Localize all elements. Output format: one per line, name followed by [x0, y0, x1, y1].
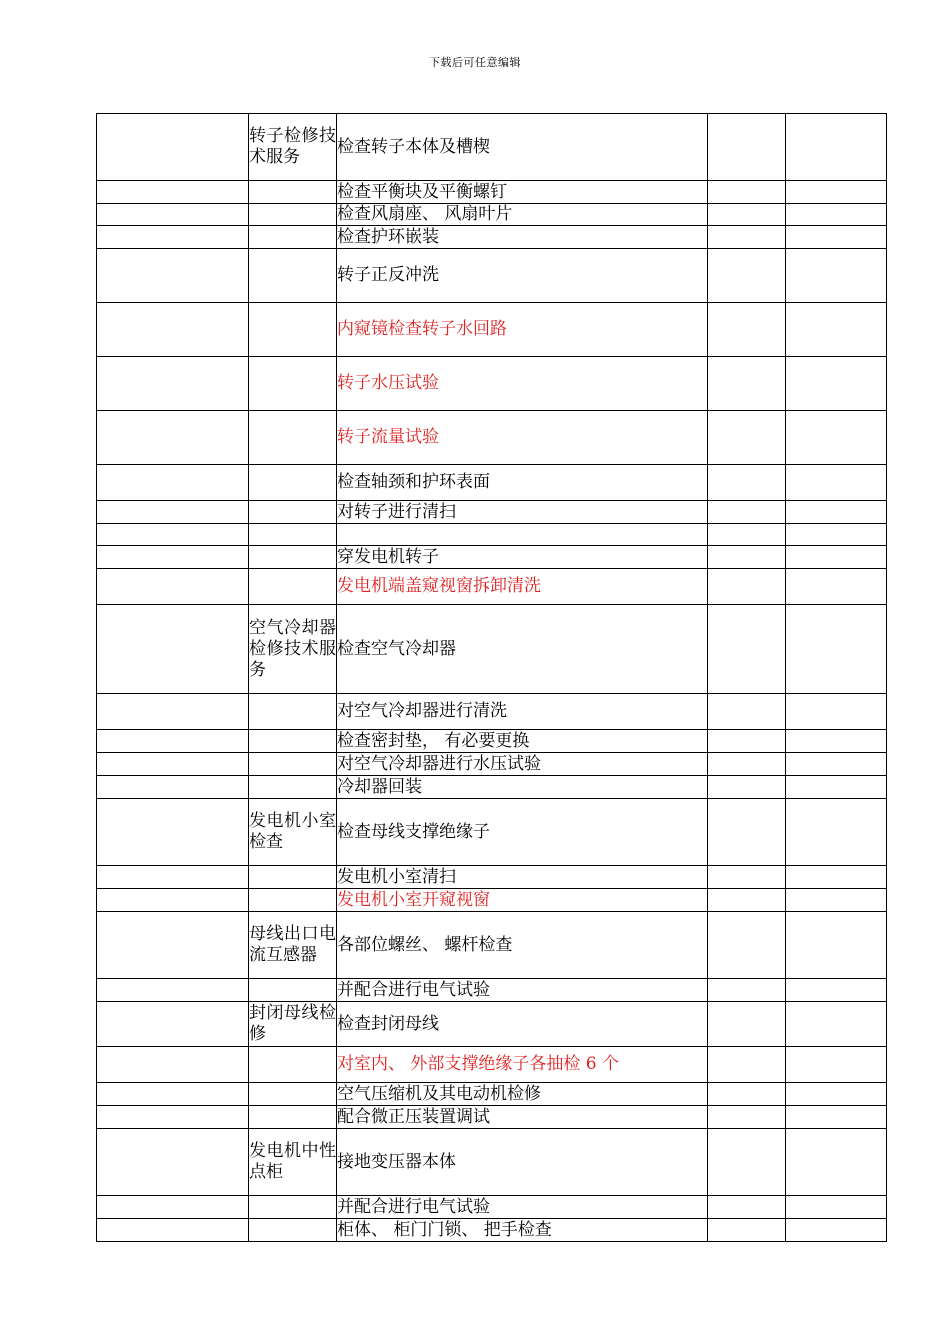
blank-cell	[97, 866, 249, 889]
blank-cell	[97, 524, 249, 546]
blank-cell	[708, 114, 786, 181]
category-cell	[249, 912, 337, 979]
blank-cell	[786, 1106, 887, 1129]
blank-cell	[786, 1219, 887, 1242]
category-cell	[249, 605, 337, 694]
category-cell	[249, 1083, 337, 1106]
blank-cell	[97, 1047, 249, 1083]
blank-cell	[708, 249, 786, 303]
category-label: 发电机中性点柜	[249, 1141, 336, 1182]
table-row	[97, 501, 887, 524]
blank-cell	[708, 1002, 786, 1047]
blank-cell	[786, 569, 887, 605]
item-cell: 检查空气冷却器	[337, 605, 708, 694]
blank-cell	[786, 465, 887, 501]
blank-cell	[97, 204, 249, 226]
blank-cell	[97, 569, 249, 605]
blank-cell	[786, 226, 887, 249]
table-row	[97, 546, 887, 569]
blank-cell	[708, 605, 786, 694]
table-row	[97, 524, 887, 546]
blank-cell	[97, 1196, 249, 1219]
category-cell	[249, 1219, 337, 1242]
blank-cell	[708, 753, 786, 776]
blank-cell	[97, 730, 249, 753]
blank-cell	[708, 357, 786, 411]
blank-cell	[97, 694, 249, 730]
category-cell	[249, 303, 337, 357]
item-cell: 检查平衡块及平衡螺钉	[337, 181, 708, 204]
item-cell: 并配合进行电气试验	[337, 1196, 708, 1219]
item-cell: 检查护环嵌装	[337, 226, 708, 249]
blank-cell	[708, 866, 786, 889]
blank-cell	[786, 753, 887, 776]
blank-cell	[97, 501, 249, 524]
category-cell	[249, 866, 337, 889]
category-cell	[249, 411, 337, 465]
category-label: 封闭母线检修	[249, 1003, 336, 1044]
category-cell	[249, 181, 337, 204]
blank-cell	[786, 181, 887, 204]
blank-cell	[786, 1129, 887, 1196]
blank-cell	[786, 694, 887, 730]
blank-cell	[97, 181, 249, 204]
item-cell: 对室内、 外部支撑绝缘子各抽检 6 个	[337, 1047, 708, 1083]
page-header: 下载后可任意编辑	[429, 56, 521, 69]
blank-cell	[97, 546, 249, 569]
blank-cell	[786, 979, 887, 1002]
item-cell: 对转子进行清扫	[337, 501, 708, 524]
blank-cell	[708, 303, 786, 357]
blank-cell	[708, 889, 786, 912]
category-cell	[249, 249, 337, 303]
blank-cell	[708, 181, 786, 204]
blank-cell	[708, 569, 786, 605]
blank-cell	[97, 799, 249, 866]
category-cell	[249, 1106, 337, 1129]
blank-cell	[786, 1002, 887, 1047]
category-label: 发电机小室检查	[249, 811, 336, 852]
blank-cell	[708, 226, 786, 249]
blank-cell	[786, 1083, 887, 1106]
table-row	[97, 605, 887, 694]
blank-cell	[708, 1083, 786, 1106]
table-row	[97, 357, 887, 411]
blank-cell	[786, 1196, 887, 1219]
item-cell: 检查转子本体及槽楔	[337, 114, 708, 181]
blank-cell	[708, 1047, 786, 1083]
blank-cell	[708, 546, 786, 569]
item-cell: 内窥镜检查转子水回路	[337, 303, 708, 357]
table-row	[97, 204, 887, 226]
blank-cell	[97, 889, 249, 912]
item-cell: 检查封闭母线	[337, 1002, 708, 1047]
blank-cell	[97, 912, 249, 979]
blank-cell	[708, 465, 786, 501]
blank-cell	[708, 524, 786, 546]
blank-cell	[97, 1083, 249, 1106]
table-row	[97, 1047, 887, 1083]
blank-cell	[786, 912, 887, 979]
blank-cell	[97, 411, 249, 465]
blank-cell	[708, 912, 786, 979]
item-cell: 柜体、 柜门门锁、 把手检查	[337, 1219, 708, 1242]
table-row	[97, 694, 887, 730]
inspection-table	[96, 113, 887, 1242]
item-cell: 检查密封垫， 有必要更换	[337, 730, 708, 753]
category-cell	[249, 1196, 337, 1219]
blank-cell	[708, 776, 786, 799]
category-label: 转子检修技术服务	[249, 126, 336, 167]
category-cell	[249, 204, 337, 226]
item-cell: 转子正反冲洗	[337, 249, 708, 303]
blank-cell	[786, 730, 887, 753]
item-cell: 检查母线支撑绝缘子	[337, 799, 708, 866]
blank-cell	[708, 694, 786, 730]
blank-cell	[786, 411, 887, 465]
category-cell	[249, 226, 337, 249]
blank-cell	[786, 1047, 887, 1083]
blank-cell	[708, 501, 786, 524]
item-cell: 各部位螺丝、 螺杆检查	[337, 912, 708, 979]
table-row	[97, 249, 887, 303]
category-cell	[249, 357, 337, 411]
blank-cell	[97, 1219, 249, 1242]
blank-cell	[786, 799, 887, 866]
blank-cell	[786, 303, 887, 357]
blank-cell	[708, 799, 786, 866]
table-row	[97, 181, 887, 204]
blank-cell	[97, 249, 249, 303]
blank-cell	[97, 226, 249, 249]
category-cell	[249, 753, 337, 776]
category-cell	[249, 546, 337, 569]
blank-cell	[97, 303, 249, 357]
category-cell	[249, 1129, 337, 1196]
item-cell: 检查风扇座、 风扇叶片	[337, 204, 708, 226]
blank-cell	[786, 114, 887, 181]
blank-cell	[97, 605, 249, 694]
item-cell	[337, 524, 708, 546]
blank-cell	[786, 501, 887, 524]
blank-cell	[708, 204, 786, 226]
item-cell: 转子水压试验	[337, 357, 708, 411]
item-cell: 对空气冷却器进行清洗	[337, 694, 708, 730]
table-row	[97, 303, 887, 357]
item-cell: 发电机小室开窥视窗	[337, 889, 708, 912]
table-row	[97, 1106, 887, 1129]
blank-cell	[97, 979, 249, 1002]
category-cell	[249, 889, 337, 912]
blank-cell	[786, 889, 887, 912]
item-cell: 接地变压器本体	[337, 1129, 708, 1196]
blank-cell	[97, 1106, 249, 1129]
category-cell	[249, 694, 337, 730]
category-cell	[249, 799, 337, 866]
blank-cell	[708, 979, 786, 1002]
blank-cell	[786, 357, 887, 411]
table-row	[97, 1219, 887, 1242]
blank-cell	[708, 1196, 786, 1219]
table-row	[97, 1002, 887, 1047]
category-cell	[249, 569, 337, 605]
table-row	[97, 730, 887, 753]
category-cell	[249, 114, 337, 181]
item-cell: 发电机小室清扫	[337, 866, 708, 889]
item-cell: 冷却器回装	[337, 776, 708, 799]
category-cell	[249, 730, 337, 753]
table-row	[97, 979, 887, 1002]
blank-cell	[97, 357, 249, 411]
table-row	[97, 411, 887, 465]
item-cell: 空气压缩机及其电动机检修	[337, 1083, 708, 1106]
item-cell: 转子流量试验	[337, 411, 708, 465]
table-row	[97, 753, 887, 776]
blank-cell	[786, 605, 887, 694]
table-row	[97, 1129, 887, 1196]
table-row	[97, 866, 887, 889]
blank-cell	[786, 524, 887, 546]
category-cell	[249, 1047, 337, 1083]
blank-cell	[786, 546, 887, 569]
item-cell: 穿发电机转子	[337, 546, 708, 569]
blank-cell	[97, 753, 249, 776]
category-label: 空气冷却器检修技术服务	[249, 617, 336, 680]
blank-cell	[786, 249, 887, 303]
table-row	[97, 912, 887, 979]
item-cell: 配合微正压装置调试	[337, 1106, 708, 1129]
category-label: 母线出口电流互感器	[249, 924, 336, 965]
item-cell: 对空气冷却器进行水压试验	[337, 753, 708, 776]
blank-cell	[97, 776, 249, 799]
category-cell	[249, 524, 337, 546]
item-cell: 并配合进行电气试验	[337, 979, 708, 1002]
table-row	[97, 1083, 887, 1106]
blank-cell	[97, 114, 249, 181]
category-cell	[249, 776, 337, 799]
item-cell: 发电机端盖窥视窗拆卸清洗	[337, 569, 708, 605]
category-cell	[249, 501, 337, 524]
table-row	[97, 776, 887, 799]
blank-cell	[97, 1129, 249, 1196]
category-cell	[249, 979, 337, 1002]
table-row	[97, 889, 887, 912]
table-row	[97, 799, 887, 866]
table-row	[97, 569, 887, 605]
blank-cell	[97, 465, 249, 501]
blank-cell	[708, 1219, 786, 1242]
blank-cell	[708, 730, 786, 753]
blank-cell	[786, 776, 887, 799]
category-cell	[249, 1002, 337, 1047]
table-row	[97, 465, 887, 501]
table-row	[97, 226, 887, 249]
category-cell	[249, 465, 337, 501]
table-row	[97, 114, 887, 181]
blank-cell	[708, 411, 786, 465]
table-row	[97, 1196, 887, 1219]
item-cell: 检查轴颈和护环表面	[337, 465, 708, 501]
blank-cell	[708, 1106, 786, 1129]
blank-cell	[97, 1002, 249, 1047]
blank-cell	[786, 204, 887, 226]
blank-cell	[786, 866, 887, 889]
blank-cell	[708, 1129, 786, 1196]
